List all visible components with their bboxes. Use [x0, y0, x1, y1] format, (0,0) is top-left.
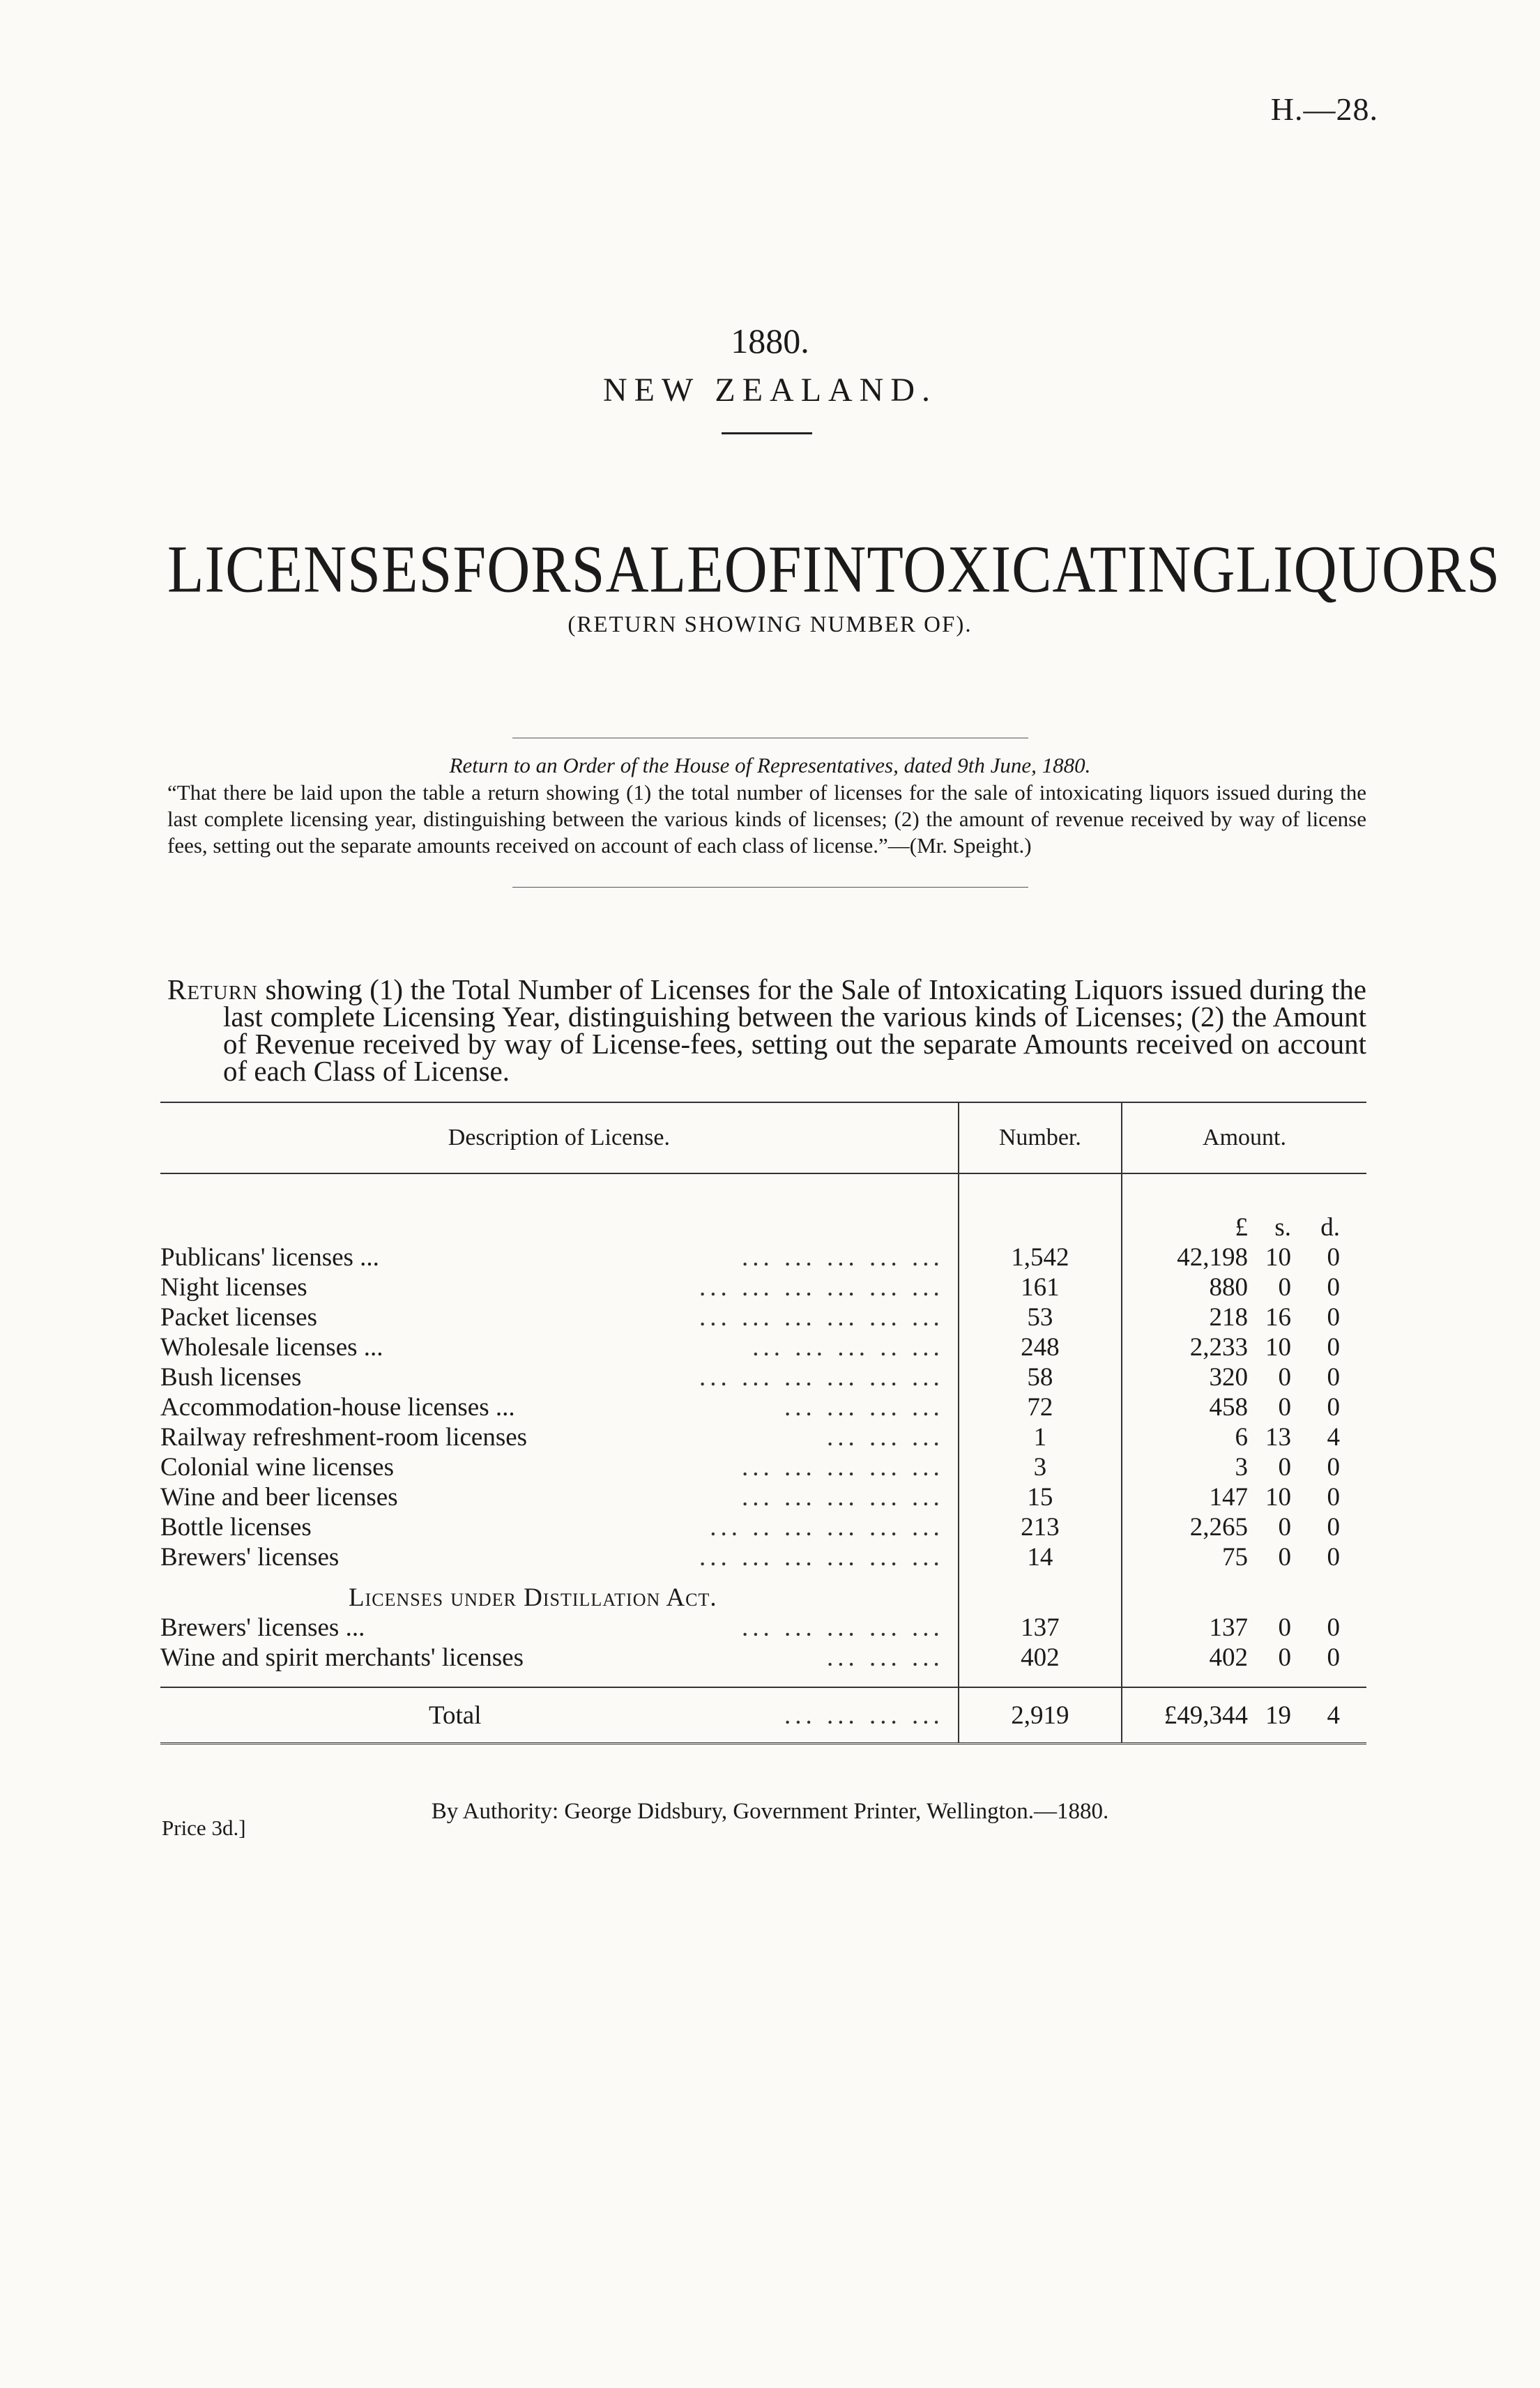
amount-pounds: 2,265	[1189, 1513, 1248, 1542]
title-word: OF	[724, 531, 802, 607]
amount-pounds: 75	[1222, 1543, 1248, 1572]
leader-dots: ... ... ... ... ...	[742, 1243, 944, 1272]
amount-pence: 0	[1327, 1543, 1340, 1572]
amount-pounds: 3	[1235, 1453, 1248, 1482]
table-row	[160, 1452, 1366, 1482]
license-description: Brewers' licenses ...	[160, 1613, 365, 1642]
title-divider	[722, 432, 812, 434]
leader-dots: ... ... ... ... ...	[742, 1613, 944, 1642]
leader-dots: ... ... ...	[827, 1643, 944, 1672]
leader-dots: ... ... ... ... ... ...	[699, 1303, 944, 1332]
amount-pounds: 42,198	[1177, 1243, 1248, 1272]
currency-units	[1122, 1212, 1366, 1242]
leader-dots: ... ... ... ... ...	[742, 1483, 944, 1512]
amount-pounds: 402	[1209, 1643, 1248, 1672]
country-heading: NEW ZEALAND.	[602, 372, 938, 409]
total-pence: 4	[1327, 1701, 1340, 1730]
table-row	[160, 1512, 1366, 1542]
leader-dots: ... ... ... .. ...	[752, 1333, 944, 1362]
amount-pence: 0	[1327, 1333, 1340, 1362]
table-row	[160, 1613, 1366, 1643]
license-number: 161	[959, 1272, 1122, 1302]
license-number: 137	[959, 1613, 1122, 1643]
table-row	[160, 1482, 1366, 1512]
license-number: 53	[959, 1302, 1122, 1332]
total-label: Total	[429, 1701, 482, 1730]
amount-shillings: 10	[1265, 1243, 1291, 1272]
amount-pounds: 880	[1209, 1273, 1248, 1302]
table-row	[160, 1332, 1366, 1362]
table-row	[160, 1392, 1366, 1422]
section-heading-row	[160, 1572, 1366, 1613]
return-text: showing (1) the Total Number of Licenses for the Sale of Intoxicating Liquors issued during the last complete Licensing Year, distinguishing between the various kinds of Licenses; (2) the Amount of Revenue received by way of License-fees, setting out the separate Amounts received on account of each Class of License.	[223, 973, 1366, 1087]
page-title	[167, 530, 1501, 608]
amount-pence: 0	[1327, 1483, 1340, 1512]
leader-dots: ... ... ... ... ... ...	[699, 1273, 944, 1302]
total-row	[160, 1687, 1366, 1744]
amount-pence: 0	[1327, 1613, 1340, 1642]
title-word: SALE	[571, 531, 724, 607]
title-word: INTOXICATING	[802, 531, 1236, 607]
spacer-row	[160, 1673, 1366, 1687]
license-number: 72	[959, 1392, 1122, 1422]
table-header-row	[160, 1102, 1366, 1173]
amount-pounds: 6	[1235, 1423, 1248, 1452]
license-description: Wholesale licenses ...	[160, 1333, 383, 1362]
amount-shillings: 0	[1278, 1453, 1291, 1482]
amount-pounds: 147	[1209, 1483, 1248, 1512]
title-word: LICENSES	[167, 531, 453, 607]
table-row	[160, 1362, 1366, 1392]
license-number: 15	[959, 1482, 1122, 1512]
license-description: Brewers' licenses	[160, 1543, 340, 1572]
amount-shillings: 0	[1278, 1543, 1291, 1572]
amount-shillings: 0	[1278, 1643, 1291, 1672]
header-description: Description of License.	[160, 1102, 959, 1173]
amount-pence: 0	[1327, 1363, 1340, 1392]
license-number: 213	[959, 1512, 1122, 1542]
distillation-section-heading: Licenses under Distillation Act.	[349, 1583, 717, 1612]
title-word: FOR	[452, 531, 572, 607]
license-description: Wine and spirit merchants' licenses	[160, 1643, 524, 1672]
table-row	[160, 1643, 1366, 1673]
document-year: 1880.	[731, 321, 809, 360]
license-description: Night licenses	[160, 1273, 307, 1302]
license-description: Bush licenses	[160, 1363, 302, 1392]
table-row	[160, 1302, 1366, 1332]
spacer-row	[160, 1173, 1366, 1212]
amount-pence: 0	[1327, 1273, 1340, 1302]
license-description: Accommodation-house licenses ...	[160, 1393, 515, 1422]
license-description: Colonial wine licenses	[160, 1453, 394, 1482]
amount-pence: 0	[1327, 1393, 1340, 1422]
license-number: 14	[959, 1542, 1122, 1572]
table-row	[160, 1422, 1366, 1452]
leader-dots: ... ... ... ... ... ...	[699, 1363, 944, 1392]
amount-shillings: 13	[1265, 1423, 1291, 1452]
amount-pence: 0	[1327, 1243, 1340, 1272]
leader-dots: ... ... ... ... ...	[742, 1453, 944, 1482]
total-pounds: £49,344	[1164, 1701, 1248, 1730]
amount-pence: 0	[1327, 1643, 1340, 1672]
amount-shillings: 0	[1278, 1273, 1291, 1302]
pounds-header: £	[1235, 1213, 1248, 1242]
license-number: 248	[959, 1332, 1122, 1362]
license-description: Wine and beer licenses	[160, 1483, 398, 1512]
amount-shillings: 0	[1278, 1393, 1291, 1422]
table-row	[160, 1242, 1366, 1272]
total-number: 2,919	[959, 1687, 1122, 1744]
license-number: 58	[959, 1362, 1122, 1392]
amount-shillings: 0	[1278, 1363, 1291, 1392]
title-word: LIQUORS	[1235, 531, 1501, 607]
amount-pounds: 458	[1209, 1393, 1248, 1422]
page-subtitle: (RETURN SHOWING NUMBER OF).	[567, 612, 973, 637]
amount-shillings: 0	[1278, 1613, 1291, 1642]
license-number: 3	[959, 1452, 1122, 1482]
header-number: Number.	[959, 1102, 1122, 1173]
printer-authority: By Authority: George Didsbury, Government Printer, Wellington.—1880.	[431, 1799, 1109, 1824]
license-description: Bottle licenses	[160, 1513, 312, 1542]
license-number: 1,542	[959, 1242, 1122, 1272]
amount-pounds: 2,233	[1189, 1333, 1248, 1362]
amount-pence: 0	[1327, 1513, 1340, 1542]
leader-dots: ... .. ... ... ... ...	[710, 1513, 944, 1542]
table-row	[160, 1272, 1366, 1302]
license-description: Packet licenses	[160, 1303, 317, 1332]
return-description	[167, 973, 1366, 1087]
license-description: Railway refreshment-room licenses	[160, 1423, 528, 1452]
license-number: 1	[959, 1422, 1122, 1452]
price-note: Price 3d.]	[162, 1816, 246, 1840]
amount-pence: 4	[1327, 1423, 1340, 1452]
licenses-table	[160, 1102, 1366, 1744]
amount-shillings: 16	[1265, 1303, 1291, 1332]
amount-pounds: 218	[1209, 1303, 1248, 1332]
total-shillings: 19	[1265, 1701, 1291, 1730]
leader-dots: ... ... ...	[827, 1423, 944, 1452]
amount-pounds: 320	[1209, 1363, 1248, 1392]
license-number: 402	[959, 1643, 1122, 1673]
amount-shillings: 0	[1278, 1513, 1291, 1542]
leader-dots: ... ... ... ...	[784, 1701, 944, 1730]
order-bottom-rule	[512, 887, 1028, 888]
header-amount: Amount.	[1122, 1102, 1366, 1173]
leader-dots: ... ... ... ... ... ...	[699, 1543, 944, 1572]
amount-shillings: 10	[1265, 1333, 1291, 1362]
table-row	[160, 1542, 1366, 1572]
order-body: “That there be laid upon the table a return showing (1) the total number of licenses for the sale of intoxicating liquors issued during the last complete licensing year, distinguishing between the various kinds of licenses; (2) the amount of revenue received by way of license fees, setting out the separate amounts received on account of each class of license.”—(Mr. Speight.)	[167, 780, 1366, 858]
license-description: Publicans' licenses ...	[160, 1243, 379, 1272]
currency-header-row	[160, 1212, 1366, 1242]
amount-pounds: 137	[1209, 1613, 1248, 1642]
shillings-header: s.	[1274, 1213, 1291, 1242]
leader-dots: ... ... ... ...	[784, 1393, 944, 1422]
return-lead-word: Return	[167, 973, 259, 1005]
order-heading: Return to an Order of the House of Representatives, dated 9th June, 1880.	[449, 753, 1091, 777]
document-reference: H.—28.	[1270, 91, 1378, 127]
amount-shillings: 10	[1265, 1483, 1291, 1512]
amount-pence: 0	[1327, 1303, 1340, 1332]
amount-pence: 0	[1327, 1453, 1340, 1482]
pence-header: d.	[1320, 1213, 1340, 1242]
return-paragraph	[167, 973, 1366, 1087]
